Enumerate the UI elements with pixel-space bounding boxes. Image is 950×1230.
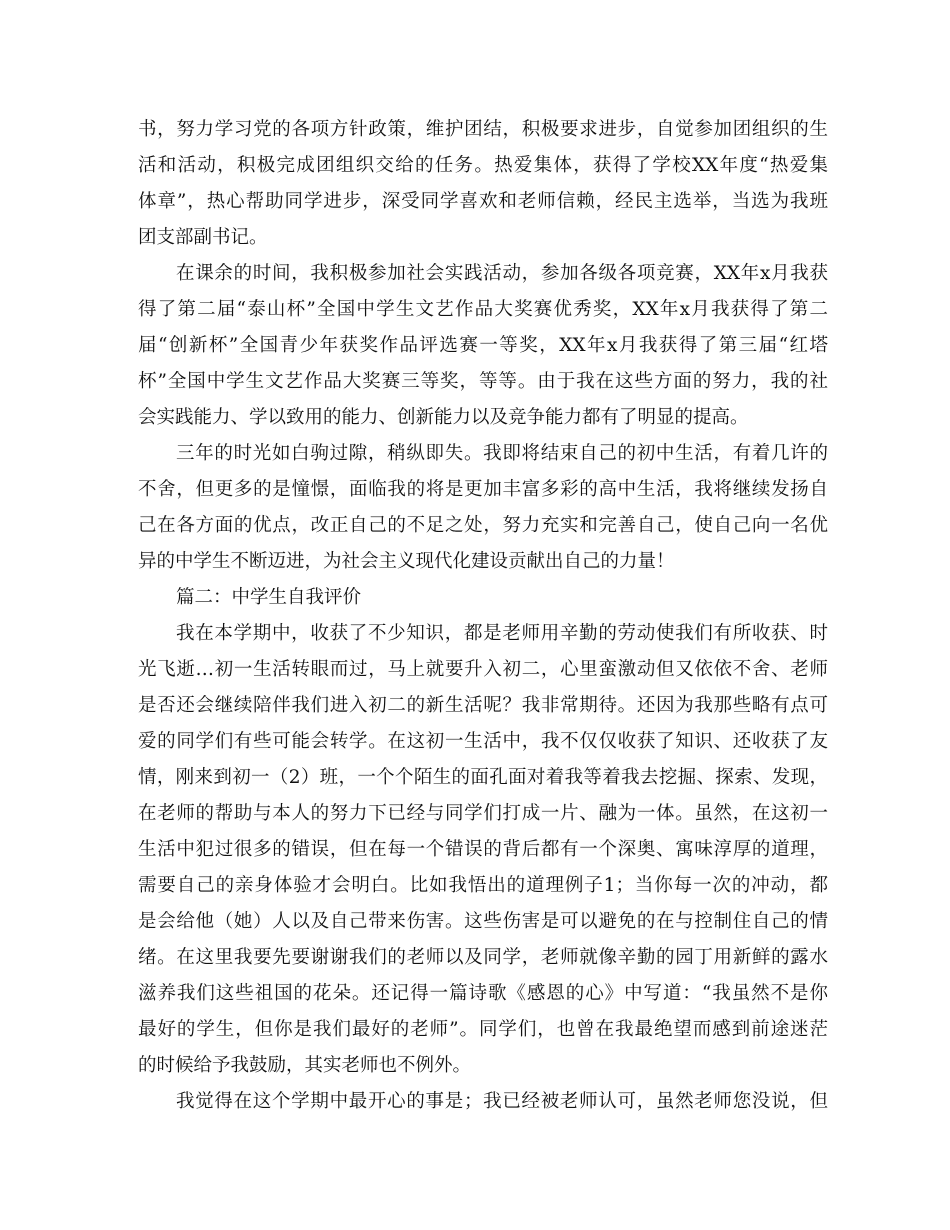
text-line: 在老师的帮助与本人的努力下已经与同学们打成一片、融为一体。虽然，在这初一 <box>138 803 828 824</box>
text-line: 书，努力学习党的各项方针政策，维护团结，积极要求进步，自觉参加团组织的生 <box>138 119 828 140</box>
text-line: 届“创新杯”全国青少年获奖作品评选赛一等奖，XX年x月我获得了第三届“红塔 <box>138 335 828 356</box>
text-line: 异的中学生不断迈进，为社会主义现代化建设贡献出自己的力量！ <box>138 551 675 572</box>
text-line: 滋养我们这些祖国的花朵。还记得一篇诗歌《感恩的心》中写道：“我虽然不是你 <box>138 983 828 1004</box>
text-line: 不舍，但更多的是憧憬，面临我的将是更加丰富多彩的高中生活，我将继续发扬自 <box>138 479 828 500</box>
text-line: 活和活动，积极完成团组织交给的任务。热爱集体，获得了学校XX年度“热爱集 <box>138 155 828 176</box>
text-line: 得了第二届“泰山杯”全国中学生文艺作品大奖赛优秀奖，XX年x月我获得了第二 <box>138 299 828 320</box>
text-line: 光飞逝…初一生活转眼而过，马上就要升入初二，心里蛮激动但又依依不舍、老师 <box>138 659 828 680</box>
text-line: 三年的时光如白驹过隙，稍纵即失。我即将结束自己的初中生活，有着几许的 <box>176 443 828 464</box>
text-line: 我觉得在这个学期中最开心的事是；我已经被老师认可，虽然老师您没说，但 <box>176 1091 828 1112</box>
text-line: 爱的同学们有些可能会转学。在这初一生活中，我不仅仅收获了知识、还收获了友 <box>138 731 828 752</box>
text-line: 最好的学生，但你是我们最好的老师”。同学们，也曾在我最绝望而感到前途迷茫 <box>138 1019 828 1040</box>
text-line: 情，刚来到初一（2）班，一个个陌生的面孔面对着我等着我去挖掘、探索、发现， <box>138 767 828 788</box>
section-heading: 篇二：中学生自我评价 <box>176 587 362 608</box>
text-line: 会实践能力、学以致用的能力、创新能力以及竞争能力都有了明显的提高。 <box>138 407 749 428</box>
text-line: 团支部副书记。 <box>138 227 268 248</box>
text-line: 生活中犯过很多的错误，但在每一个错误的背后都有一个深奥、寓味淳厚的道理， <box>138 839 828 860</box>
text-line: 需要自己的亲身体验才会明白。比如我悟出的道理例子1；当你每一次的冲动，都 <box>138 875 828 896</box>
text-line: 杯”全国中学生文艺作品大奖赛三等奖，等等。由于我在这些方面的努力，我的社 <box>138 371 828 392</box>
text-line: 在课余的时间，我积极参加社会实践活动，参加各级各项竞赛，XX年x月我获 <box>176 263 828 284</box>
text-line: 的时候给予我鼓励，其实老师也不例外。 <box>138 1055 472 1076</box>
text-line: 绪。在这里我要先要谢谢我们的老师以及同学，老师就像辛勤的园丁用新鲜的露水 <box>138 947 828 968</box>
text-line: 体章”，热心帮助同学进步，深受同学喜欢和老师信赖，经民主选举，当选为我班 <box>138 191 828 212</box>
text-line: 是会给他（她）人以及自己带来伤害。这些伤害是可以避免的在与控制住自己的情 <box>138 911 828 932</box>
text-line: 我在本学期中，收获了不少知识，都是老师用辛勤的劳动使我们有所收获、时 <box>176 623 828 644</box>
text-line: 己在各方面的优点，改正自己的不足之处，努力充实和完善自己，使自己向一名优 <box>138 515 828 536</box>
text-line: 是否还会继续陪伴我们进入初二的新生活呢？我非常期待。还因为我那些略有点可 <box>138 695 828 716</box>
